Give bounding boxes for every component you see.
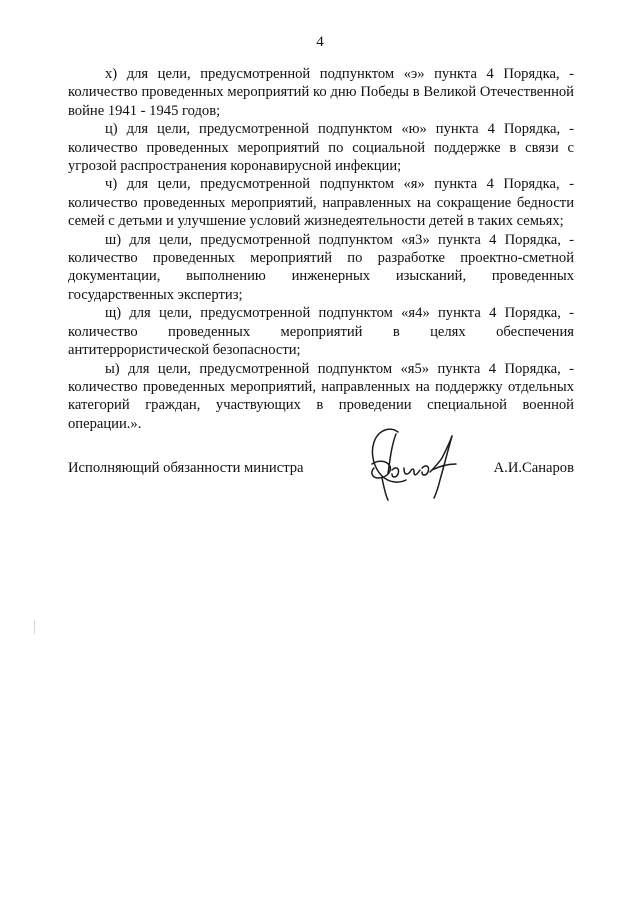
paragraph-shch: щ) для цели, предусмотренной подпунктом «я4» пункта 4 Порядка, - количество проведенных мероприятий в целях обеспечения антитеррористической безопасности; <box>68 305 574 359</box>
paragraph-y: ы) для цели, предусмотренной подпунктом «я5» пункта 4 Порядка, - количество проведенных мероприятий, направленных на поддержку отдельных категорий граждан, участвующих в проведении специальной военной операции.». <box>68 360 574 432</box>
document-body <box>68 65 574 433</box>
scan-mark <box>34 620 35 634</box>
paragraph-kh: х) для цели, предусмотренной подпунктом «э» пункта 4 Порядка, - количество проведенных мероприятий ко дню Победы в Великой Отечественной войне 1941 - 1945 годов; <box>68 66 574 119</box>
page-number: 4 <box>316 34 324 50</box>
signer-name: А.И.Санаров <box>493 460 574 476</box>
signer-position: Исполняющий обязанности министра <box>68 460 304 476</box>
signature-block <box>68 460 574 480</box>
paragraph-sh: ш) для цели, предусмотренной подпунктом «я3» пункта 4 Порядка, - количество проведенных мероприятий по разработке проектно-сметной документации, выполнению инженерных изысканий, проведенных государственных экспертиз; <box>68 231 574 303</box>
handwritten-signature <box>352 422 472 502</box>
paragraph-ch: ч) для цели, предусмотренной подпунктом «я» пункта 4 Порядка, - количество проведенных мероприятий, направленных на сокращение бедности семей с детьми и улучшение условий жизнедеятельности детей в таких семьях; <box>68 176 574 230</box>
paragraph-ts: ц) для цели, предусмотренной подпунктом «ю» пункта 4 Порядка, - количество проведенных мероприятий по социальной поддержке в связи с угрозой распространения коронавирусной инфекции; <box>68 121 574 175</box>
